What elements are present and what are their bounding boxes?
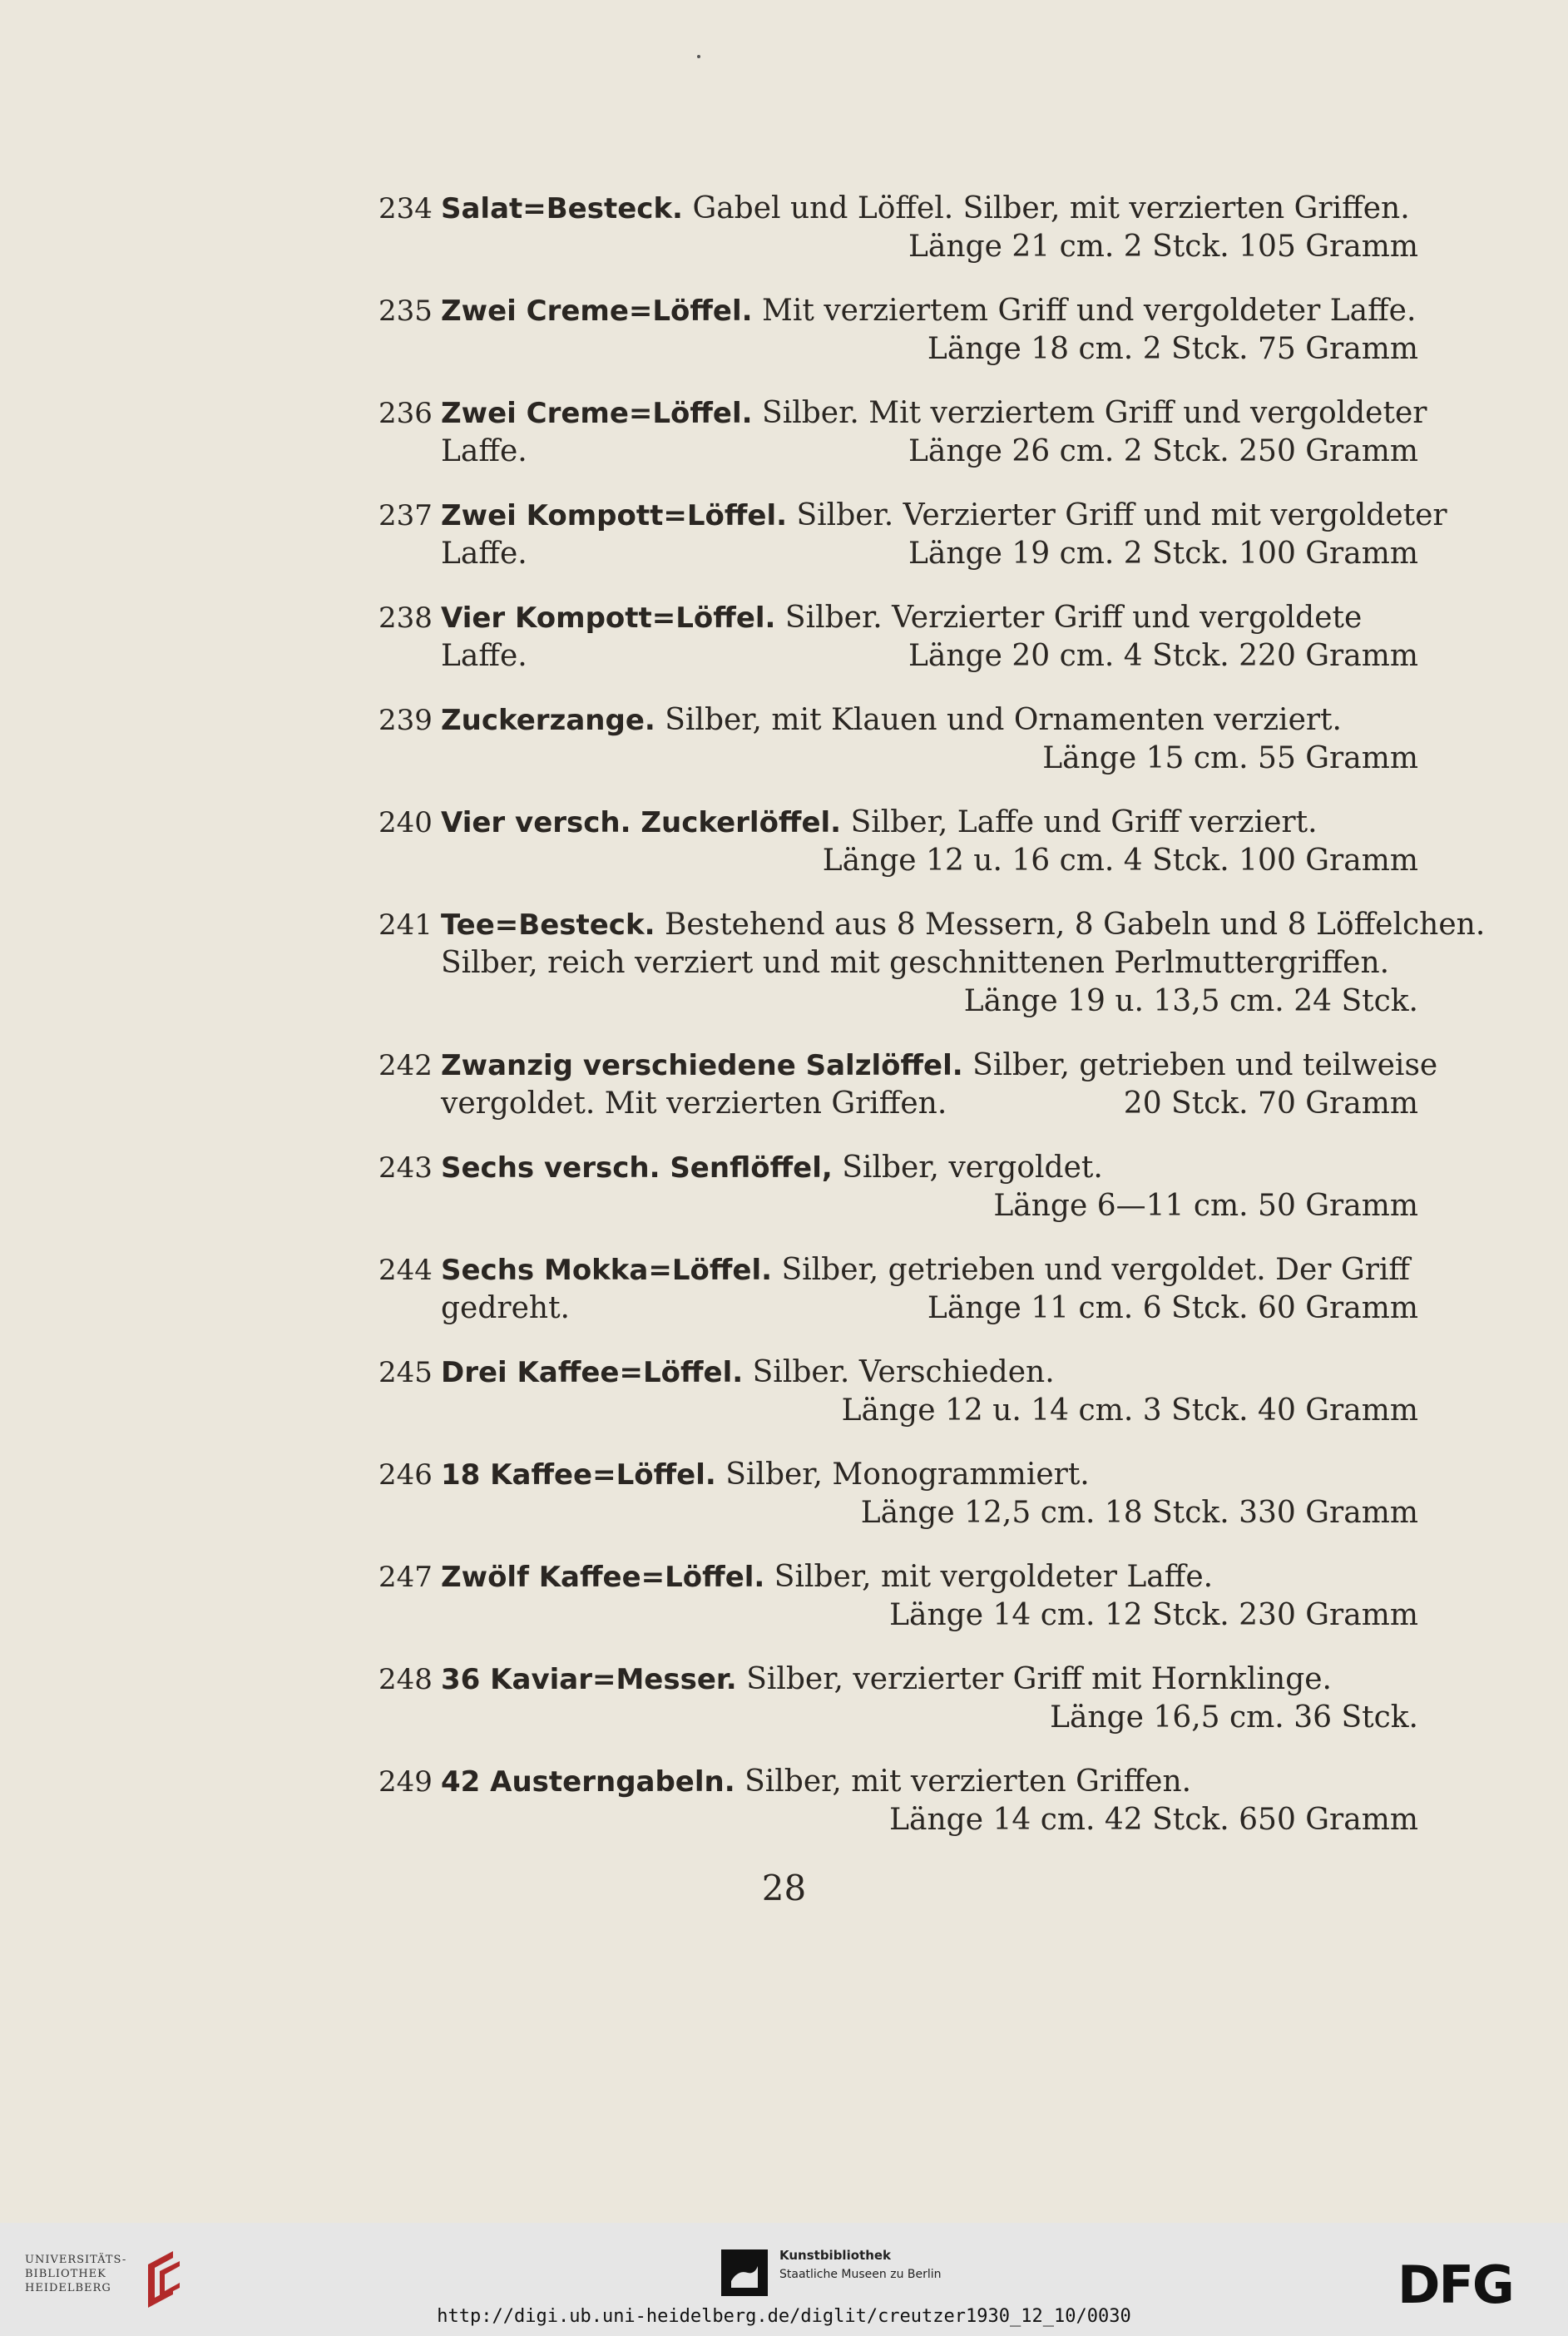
entry-description: Silber, mit Klauen und Ornamenten verziert. bbox=[665, 703, 1342, 737]
entry-description: Silber, mit vergoldeter Laffe. bbox=[774, 1560, 1214, 1594]
entry-description: Silber, mit verzierten Griffen. bbox=[744, 1764, 1192, 1799]
dfg-logo[interactable]: DFG bbox=[1397, 2254, 1513, 2315]
entry-number: 235 bbox=[378, 294, 433, 328]
entry-number: 244 bbox=[378, 1254, 433, 1287]
entry-heading: Salat=Besteck. bbox=[441, 192, 683, 225]
catalog-entry bbox=[378, 1251, 1452, 1328]
entry-number: 236 bbox=[378, 397, 433, 430]
entry-measurements: Länge 12 u. 16 cm. 4 Stck. 100 Gramm bbox=[822, 844, 1418, 878]
entry-description: Silber, verzierter Griff mit Hornklinge. bbox=[746, 1662, 1332, 1696]
entry-heading: 36 Kaviar=Messer. bbox=[441, 1663, 737, 1696]
entry-description: Silber, vergoldet. bbox=[842, 1151, 1103, 1185]
entry-heading: Drei Kaffee=Löffel. bbox=[441, 1356, 744, 1389]
entry-list bbox=[378, 190, 1486, 1865]
kunstbibliothek-label[interactable]: Kunstbibliothek Staatliche Museen zu Berlin bbox=[779, 2248, 942, 2281]
entry-heading: Zwei Kompott=Löffel. bbox=[441, 499, 788, 532]
entry-description: Silber, Laffe und Griff verziert. bbox=[850, 805, 1318, 839]
catalog-entry bbox=[378, 1763, 1452, 1839]
catalog-entry bbox=[378, 1660, 1452, 1737]
entry-measurements: Länge 19 u. 13,5 cm. 24 Stck. bbox=[963, 984, 1418, 1018]
entry-description: Silber, getrieben und teilweise bbox=[972, 1048, 1438, 1082]
entry-heading: Zuckerzange. bbox=[441, 704, 655, 737]
entry-description: Mit verziertem Griff und vergoldeter Laffe. bbox=[762, 294, 1417, 328]
entry-description: Silber, Monogrammiert. bbox=[725, 1458, 1090, 1492]
catalog-entry bbox=[378, 906, 1486, 1021]
catalog-entry bbox=[378, 1149, 1452, 1225]
entry-number: 243 bbox=[378, 1151, 433, 1185]
catalog-entry bbox=[378, 1456, 1452, 1532]
entry-heading: Vier Kompott=Löffel. bbox=[441, 601, 776, 635]
entry-measurements: Länge 19 cm. 2 Stck. 100 Gramm bbox=[908, 537, 1418, 571]
entry-number: 249 bbox=[378, 1765, 433, 1799]
entry-description: Silber. Verschieden. bbox=[752, 1355, 1055, 1389]
entry-heading: Zwölf Kaffee=Löffel. bbox=[441, 1561, 765, 1594]
entry-description: Silber, getrieben und vergoldet. Der Griff bbox=[781, 1253, 1411, 1287]
entry-description: Silber. Mit verziertem Griff und vergoldeter bbox=[762, 396, 1427, 430]
entry-measurements: Länge 15 cm. 55 Gramm bbox=[1042, 741, 1418, 775]
entry-number: 237 bbox=[378, 499, 433, 532]
entry-measurements: Länge 12,5 cm. 18 Stck. 330 Gramm bbox=[860, 1496, 1418, 1530]
entry-number: 245 bbox=[378, 1356, 433, 1389]
entry-measurements: Länge 20 cm. 4 Stck. 220 Gramm bbox=[908, 639, 1418, 673]
entry-number: 234 bbox=[378, 192, 433, 225]
catalog-entry bbox=[378, 701, 1452, 778]
entry-description: gedreht. bbox=[441, 1291, 571, 1325]
entry-description: Silber. Verzierter Griff und mit vergoldeter bbox=[796, 498, 1447, 532]
entry-measurements: 20 Stck. 70 Gramm bbox=[1123, 1086, 1418, 1121]
entry-measurements: Länge 21 cm. 2 Stck. 105 Gramm bbox=[908, 230, 1418, 264]
catalog-entry bbox=[378, 292, 1452, 369]
entry-measurements: Länge 26 cm. 2 Stck. 250 Gramm bbox=[908, 434, 1418, 468]
entry-measurements: Länge 18 cm. 2 Stck. 75 Gramm bbox=[927, 332, 1418, 366]
entry-description: Laffe. bbox=[441, 434, 527, 468]
entry-heading: Zwei Creme=Löffel. bbox=[441, 397, 753, 430]
entry-measurements: Länge 16,5 cm. 36 Stck. bbox=[1050, 1700, 1418, 1735]
entry-description: Silber. Verzierter Griff und vergoldete bbox=[784, 601, 1363, 635]
entry-heading: Sechs Mokka=Löffel. bbox=[441, 1254, 773, 1287]
entry-description: Gabel und Löffel. Silber, mit verzierten Griffen. bbox=[692, 191, 1410, 225]
catalog-entry bbox=[378, 599, 1452, 676]
entry-heading: Tee=Besteck. bbox=[441, 908, 655, 942]
entry-description: Bestehend aus 8 Messern, 8 Gabeln und 8 Löffelchen. bbox=[664, 908, 1486, 942]
footer-bar bbox=[0, 2223, 1568, 2336]
page-number: 28 bbox=[761, 1868, 807, 1908]
catalog-entry bbox=[378, 394, 1452, 471]
catalog-entry bbox=[378, 1047, 1452, 1123]
entry-description: vergoldet. Mit verzierten Griffen. bbox=[441, 1086, 947, 1121]
catalog-entry bbox=[378, 497, 1452, 573]
entry-number: 242 bbox=[378, 1049, 433, 1082]
entry-number: 246 bbox=[378, 1458, 433, 1492]
entry-heading: 18 Kaffee=Löffel. bbox=[441, 1458, 716, 1492]
entry-number: 248 bbox=[378, 1663, 433, 1696]
entry-number: 238 bbox=[378, 601, 433, 635]
entry-measurements: Länge 11 cm. 6 Stck. 60 Gramm bbox=[927, 1291, 1418, 1325]
entry-measurements: Länge 14 cm. 12 Stck. 230 Gramm bbox=[889, 1598, 1418, 1632]
entry-heading: Zwanzig verschiedene Salzlöffel. bbox=[441, 1049, 963, 1082]
catalog-entry bbox=[378, 190, 1452, 266]
source-url[interactable]: http://digi.ub.uni-heidelberg.de/diglit/creutzer1930_12_10/0030 bbox=[437, 2306, 1131, 2327]
catalog-entry bbox=[378, 1558, 1452, 1635]
entry-number: 241 bbox=[378, 908, 433, 942]
entry-heading: Zwei Creme=Löffel. bbox=[441, 294, 753, 328]
catalog-entry bbox=[378, 804, 1452, 880]
entry-heading: 42 Austerngabeln. bbox=[441, 1765, 735, 1799]
entry-number: 239 bbox=[378, 704, 433, 737]
entry-description: Laffe. bbox=[441, 537, 527, 571]
page-mark bbox=[697, 55, 700, 58]
entry-measurements: Länge 6—11 cm. 50 Gramm bbox=[993, 1189, 1418, 1223]
catalog-entry bbox=[378, 1354, 1452, 1430]
entry-measurements: Länge 14 cm. 42 Stck. 650 Gramm bbox=[889, 1803, 1418, 1837]
entry-description: Silber, reich verziert und mit geschnittenen Perlmuttergriffen. bbox=[441, 946, 1390, 980]
kunstbibliothek-logo-icon[interactable] bbox=[720, 2248, 769, 2298]
entry-number: 240 bbox=[378, 806, 433, 839]
ub-heidelberg-label[interactable]: UNIVERSITÄTS- BIBLIOTHEK HEIDELBERG bbox=[25, 2254, 127, 2294]
entry-description: Laffe. bbox=[441, 639, 527, 673]
ub-heidelberg-logo-icon[interactable] bbox=[140, 2248, 186, 2309]
entry-heading: Vier versch. Zuckerlöffel. bbox=[441, 806, 842, 839]
entry-measurements: Länge 12 u. 14 cm. 3 Stck. 40 Gramm bbox=[841, 1393, 1418, 1428]
entry-number: 247 bbox=[378, 1561, 433, 1594]
entry-heading: Sechs versch. Senflöffel, bbox=[441, 1151, 833, 1185]
